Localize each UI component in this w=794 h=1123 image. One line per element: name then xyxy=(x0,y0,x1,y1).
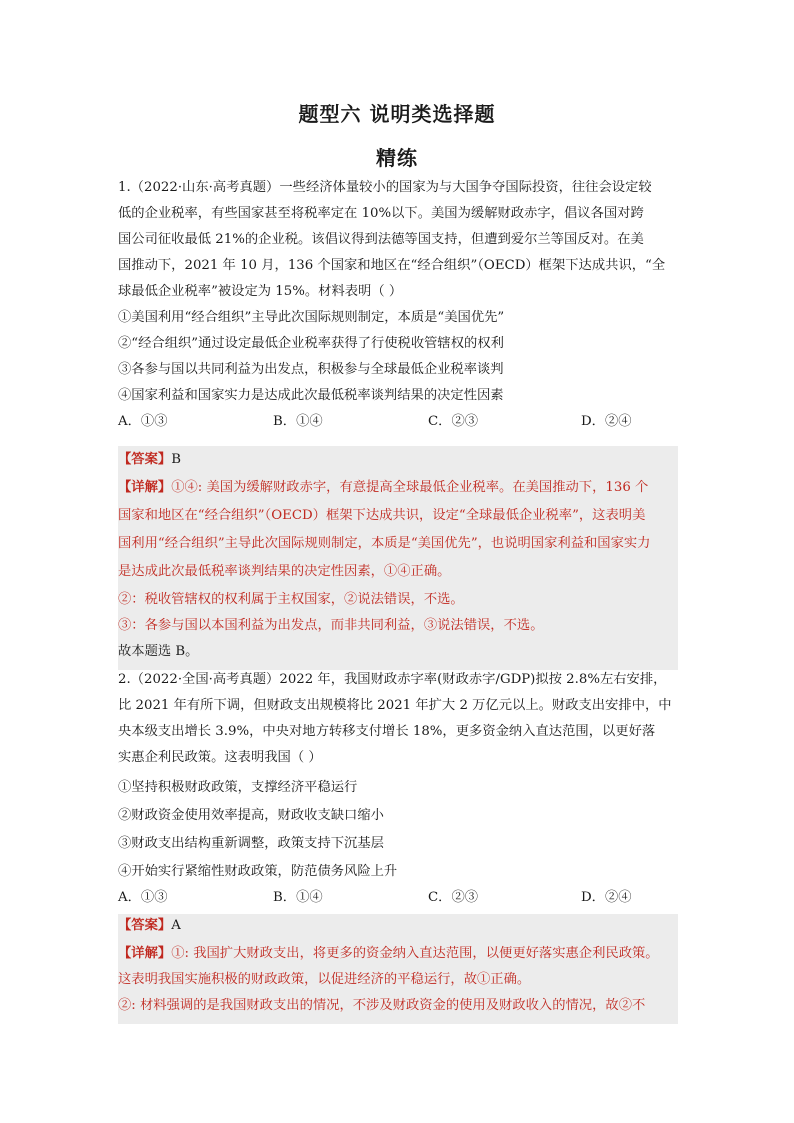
option-d[interactable]: D．②④ xyxy=(581,414,632,429)
q1-conclusion: 故本题选 B。 xyxy=(118,644,199,659)
q2-stem-line: 2.（2022·全国·高考真题）2022 年，我国财政赤字率(财政赤字/GDP)拟按 2.8%左右安排， xyxy=(118,672,667,687)
q1-stem-line: 球最低企业税率”被设定为 15%。材料表明（ ） xyxy=(118,284,403,299)
page-title: 题型六 说明类选择题 xyxy=(298,102,496,126)
q1-detail-line: 国利用“经合组织”主导此次国际规则制定，本质是“美国优先”，也说明国家利益和国家实力 xyxy=(118,536,651,551)
q1-stem-line: 低的企业税率，有些国家甚至将税率定在 10%以下。美国为缓解财政赤字，倡议各国对跨 xyxy=(118,206,644,221)
option-b[interactable]: B．①④ xyxy=(273,414,323,429)
q2-stem-line: 实惠企利民政策。这表明我国（ ） xyxy=(118,750,322,765)
q2-detail-line xyxy=(118,944,678,964)
q2-options xyxy=(118,888,678,908)
q2-stem-line: 比 2021 年有所下调，但财政支出规模将比 2021 年扩大 2 万亿元以上。财政支出安排中，中 xyxy=(118,698,672,713)
q2-statement-3: ③财政支出结构重新调整，政策支持下沉基层 xyxy=(118,836,384,851)
detail-text: ①④: 美国为缓解财政赤字，有意提高全球最低企业税率。在美国推动下，136 个 xyxy=(171,480,649,495)
q1-statement-3: ③各参与国以共同利益为出发点，积极参与全球最低企业税率谈判 xyxy=(118,362,504,377)
q2-statement-4: ④开始实行紧缩性财政政策，防范债务风险上升 xyxy=(118,864,398,879)
option-c[interactable]: C．②③ xyxy=(428,890,479,905)
q1-detail-line: 是达成此次最低税率谈判结果的决定性因素，①④正确。 xyxy=(118,564,451,579)
q1-detail-line xyxy=(118,478,678,498)
q1-stem-line: 国推动下，2021 年 10 月，136 个国家和地区在“经合组织”（OECD）框架下达成共识，“全 xyxy=(118,258,666,273)
q1-note-line: ②：税收管辖权的权利属于主权国家，②说法错误，不选。 xyxy=(118,592,464,607)
option-a[interactable]: A．①③ xyxy=(118,890,168,905)
q1-stem-line: 国公司征收最低 21%的企业税。该倡议得到法德等国支持，但遭到爱尔兰等国反对。在美 xyxy=(118,232,644,247)
option-b[interactable]: B．①④ xyxy=(273,890,323,905)
q1-note-line: ③：各参与国以本国利益为出发点，而非共同利益，③说法错误，不选。 xyxy=(118,618,544,633)
q2-answer xyxy=(118,916,678,936)
q1-detail-line: 国家和地区在“经合组织”（OECD）框架下达成共识，设定“全球最低企业税率”，这表明美 xyxy=(118,508,646,523)
q1-answer xyxy=(118,450,678,470)
q2-detail-line: 这表明我国实施积极的财政政策，以促进经济的平稳运行，故①正确。 xyxy=(118,972,531,987)
q2-note-line: ②: 材料强调的是我国财政支出的情况，不涉及财政资金的使用及财政收入的情况，故②不 xyxy=(118,998,646,1013)
q2-statement-1: ①坚持积极财政政策，支撑经济平稳运行 xyxy=(118,780,358,795)
q1-statement-2: ②“经合组织”通过设定最低企业税率获得了行使税收管辖权的权利 xyxy=(118,336,504,351)
page-subtitle: 精练 xyxy=(376,146,418,170)
detail-text: ①: 我国扩大财政支出，将更多的资金纳入直达范围，以便更好落实惠企利民政策。 xyxy=(171,946,659,961)
detail-label: 【详解】 xyxy=(118,946,172,961)
answer-value: A xyxy=(171,918,181,933)
answer-label: 【答案】 xyxy=(118,918,172,933)
answer-value: B xyxy=(171,452,181,467)
q1-statement-1: ①美国利用“经合组织”主导此次国际规则制定，本质是“美国优先” xyxy=(118,310,505,325)
option-c[interactable]: C．②③ xyxy=(428,414,479,429)
q1-options xyxy=(118,412,678,432)
q2-stem-line: 央本级支出增长 3.9%，中央对地方转移支付增长 18%，更多资金纳入直达范围，以更好落 xyxy=(118,724,656,739)
option-a[interactable]: A．①③ xyxy=(118,414,168,429)
answer-label: 【答案】 xyxy=(118,452,172,467)
q1-stem-line: 1.（2022·山东·高考真题）一些经济体量较小的国家为与大国争夺国际投资，往往会设定较 xyxy=(118,180,652,195)
detail-label: 【详解】 xyxy=(118,480,172,495)
q2-statement-2: ②财政资金使用效率提高，财政收支缺口缩小 xyxy=(118,808,384,823)
option-d[interactable]: D．②④ xyxy=(581,890,632,905)
q1-statement-4: ④国家利益和国家实力是达成此次最低税率谈判结果的决定性因素 xyxy=(118,388,504,403)
